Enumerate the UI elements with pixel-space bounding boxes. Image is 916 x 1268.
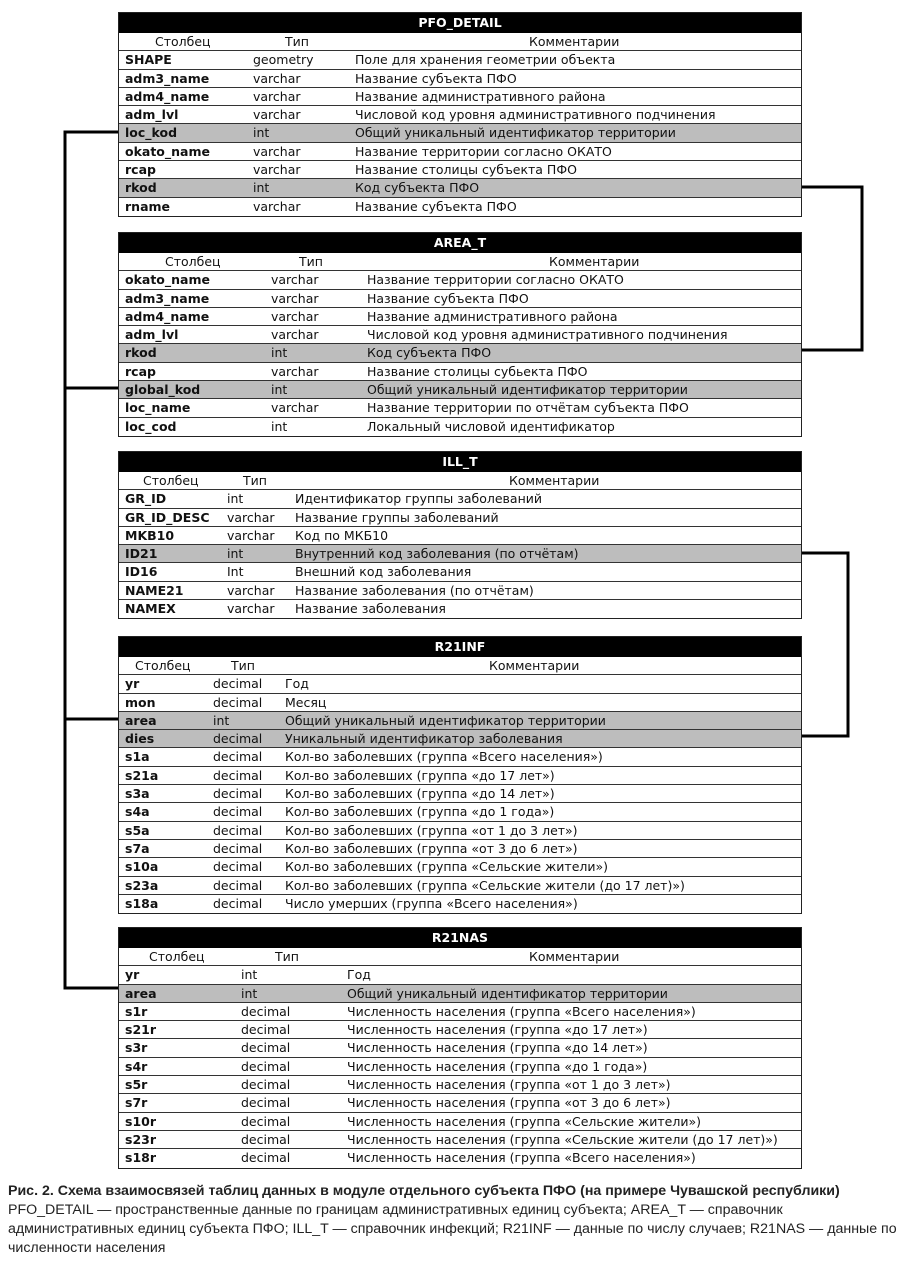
cell-comment: Общий уникальный идентификатор территории: [347, 985, 668, 1001]
cell-type: int: [241, 967, 258, 983]
cell-type: decimal: [213, 859, 263, 875]
cell-comment: Численность населения (группа «Сельские жители (до 17 лет)»): [347, 1131, 778, 1147]
cell-comment: Название заболевания (по отчётам): [295, 582, 534, 598]
cell-type: varchar: [271, 363, 319, 379]
cell-type: decimal: [213, 676, 263, 692]
cell-type: decimal: [213, 694, 263, 710]
cell-comment: Уникальный идентификатор заболевания: [285, 731, 563, 747]
column-header-comment: Комментарии: [549, 254, 640, 269]
cell-type: geometry: [253, 52, 314, 68]
cell-type: decimal: [241, 1022, 291, 1038]
cell-type: decimal: [241, 1095, 291, 1111]
cell-type: decimal: [213, 767, 263, 783]
cell-name: ID21: [125, 546, 158, 562]
cell-name: adm3_name: [125, 70, 210, 86]
cell-comment: Кол-во заболевших (группа «до 14 лет»): [285, 786, 555, 802]
cell-comment: Внешний код заболевания: [295, 564, 472, 580]
cell-name: s23a: [125, 877, 159, 893]
cell-comment: Общий уникальный идентификатор территории: [355, 125, 676, 141]
cell-name: area: [125, 985, 157, 1001]
cell-comment: Численность населения (группа «до 17 лет»): [347, 1022, 648, 1038]
cell-type: Int: [227, 564, 244, 580]
cell-name: yr: [125, 967, 140, 983]
cell-comment: Название территории по отчётам субъекта ПФО: [367, 400, 689, 416]
cell-comment: Кол-во заболевших (группа «от 1 до 3 лет»): [285, 822, 578, 838]
cell-type: varchar: [271, 327, 319, 343]
cell-type: varchar: [227, 601, 275, 617]
cell-type: int: [253, 125, 270, 141]
cell-comment: Год: [347, 967, 371, 983]
cell-type: decimal: [241, 1077, 291, 1093]
cell-name: loc_name: [125, 400, 191, 416]
link-id21-dies: [802, 553, 848, 736]
cell-type: decimal: [241, 1131, 291, 1147]
cell-type: int: [213, 712, 230, 728]
cell-name: GR_ID_DESC: [125, 509, 210, 525]
cell-comment: Численность населения (группа «Сельские жители»): [347, 1113, 701, 1129]
cell-name: s3a: [125, 786, 150, 802]
cell-type: decimal: [213, 786, 263, 802]
cell-name: rname: [125, 198, 171, 214]
column-header-type: Тип: [231, 658, 255, 673]
cell-comment: Общий уникальный идентификатор территории: [285, 712, 606, 728]
cell-comment: Название заболевания: [295, 601, 446, 617]
cell-type: int: [241, 985, 258, 1001]
cell-name: s4r: [125, 1058, 148, 1074]
cell-name: okato_name: [125, 143, 210, 159]
cell-comment: Численность населения (группа «до 14 лет»): [347, 1040, 648, 1056]
cell-comment: Название территории согласно ОКАТО: [367, 272, 624, 288]
cell-name: NAME21: [125, 582, 184, 598]
cell-type: decimal: [213, 731, 263, 747]
cell-type: varchar: [271, 400, 319, 416]
cell-name: NAMEX: [125, 601, 176, 617]
cell-type: decimal: [241, 1058, 291, 1074]
cell-name: rkod: [125, 345, 157, 361]
cell-comment: Код субъекта ПФО: [355, 180, 480, 196]
cell-type: decimal: [213, 840, 263, 856]
cell-name: ID16: [125, 564, 158, 580]
cell-type: varchar: [271, 308, 319, 324]
cell-name: MKB10: [125, 527, 175, 543]
cell-name: s7r: [125, 1095, 148, 1111]
column-header-comment: Комментарии: [509, 473, 600, 488]
cell-name: yr: [125, 676, 140, 692]
cell-type: varchar: [227, 527, 275, 543]
cell-comment: Название группы заболеваний: [295, 509, 499, 525]
cell-name: global_kod: [125, 382, 201, 398]
cell-name: adm4_name: [125, 88, 210, 104]
table-title: PFO_DETAIL: [119, 13, 801, 33]
column-header-name: Столбец: [135, 658, 191, 673]
cell-comment: Год: [285, 676, 309, 692]
cell-type: decimal: [241, 1150, 291, 1166]
cell-name: adm_lvl: [125, 107, 179, 123]
cell-name: s10r: [125, 1113, 156, 1129]
table-title: ILL_T: [119, 452, 801, 472]
cell-type: decimal: [213, 749, 263, 765]
cell-type: varchar: [253, 88, 301, 104]
cell-name: s18r: [125, 1150, 156, 1166]
cell-name: s4a: [125, 804, 150, 820]
cell-name: adm_lvl: [125, 327, 179, 343]
cell-name: adm4_name: [125, 308, 210, 324]
table-title: AREA_T: [119, 233, 801, 253]
cell-name: s1a: [125, 749, 150, 765]
cell-name: s10a: [125, 859, 159, 875]
cell-comment: Название столицы субъекта ПФО: [355, 162, 577, 178]
cell-name: s1r: [125, 1003, 148, 1019]
cell-comment: Название административного района: [367, 308, 618, 324]
cell-type: int: [227, 546, 244, 562]
cell-type: int: [227, 491, 244, 507]
column-header-name: Столбец: [149, 949, 205, 964]
cell-type: varchar: [253, 143, 301, 159]
cell-name: s5r: [125, 1077, 148, 1093]
cell-comment: Общий уникальный идентификатор территории: [367, 382, 688, 398]
cell-type: decimal: [241, 1040, 291, 1056]
link-rkod: [802, 187, 862, 350]
cell-name: s5a: [125, 822, 150, 838]
cell-type: decimal: [241, 1003, 291, 1019]
cell-comment: Название субъекта ПФО: [367, 290, 529, 306]
cell-name: okato_name: [125, 272, 210, 288]
column-header-name: Столбец: [143, 473, 199, 488]
cell-comment: Численность населения (группа «Всего населения»): [347, 1150, 696, 1166]
cell-comment: Численность населения (группа «до 1 года»): [347, 1058, 648, 1074]
figure-caption: [8, 1182, 910, 1258]
cell-type: varchar: [253, 70, 301, 86]
cell-comment: Название территории согласно ОКАТО: [355, 143, 612, 159]
cell-comment: Внутренний код заболевания (по отчётам): [295, 546, 579, 562]
cell-comment: Числовой код уровня административного подчинения: [367, 327, 728, 343]
cell-type: decimal: [213, 877, 263, 893]
column-header-type: Тип: [243, 473, 267, 488]
cell-comment: Численность населения (группа «Всего населения»): [347, 1003, 696, 1019]
cell-comment: Кол-во заболевших (группа «до 17 лет»): [285, 767, 555, 783]
cell-name: dies: [125, 731, 155, 747]
cell-name: rkod: [125, 180, 157, 196]
cell-name: loc_cod: [125, 418, 177, 434]
cell-name: rcap: [125, 363, 156, 379]
cell-comment: Название субъекта ПФО: [355, 198, 517, 214]
column-header-name: Столбец: [155, 34, 211, 49]
caption-body: PFO_DETAIL — пространственные данные по границам административных единиц субъекта; AREA_T — справочник административных единиц субъекта ПФО; ILL_T — справочник инфекций; R21INF — данные по числу случаев; R21NAS — данные по численности населения: [8, 1202, 897, 1256]
cell-comment: Кол-во заболевших (группа «от 3 до 6 лет»): [285, 840, 578, 856]
cell-name: s21r: [125, 1022, 156, 1038]
column-header-comment: Комментарии: [529, 34, 620, 49]
cell-name: rcap: [125, 162, 156, 178]
cell-name: s3r: [125, 1040, 148, 1056]
cell-comment: Кол-во заболевших (группа «до 1 года»): [285, 804, 555, 820]
cell-name: adm3_name: [125, 290, 210, 306]
cell-name: s23r: [125, 1131, 156, 1147]
cell-type: decimal: [213, 822, 263, 838]
cell-type: int: [253, 180, 270, 196]
cell-name: loc_kod: [125, 125, 178, 141]
cell-name: s7a: [125, 840, 150, 856]
column-header-type: Тип: [275, 949, 299, 964]
cell-name: GR_ID: [125, 491, 167, 507]
cell-comment: Числовой код уровня административного подчинения: [355, 107, 716, 123]
cell-comment: Код субъекта ПФО: [367, 345, 492, 361]
cell-name: area: [125, 712, 157, 728]
cell-type: varchar: [271, 272, 319, 288]
cell-comment: Численность населения (группа «от 1 до 3 лет»): [347, 1077, 671, 1093]
table-title: R21NAS: [119, 928, 801, 948]
cell-comment: Поле для хранения геометрии объекта: [355, 52, 616, 68]
cell-type: int: [271, 418, 288, 434]
cell-type: decimal: [213, 804, 263, 820]
cell-comment: Число умерших (группа «Всего населения»): [285, 895, 578, 911]
cell-comment: Идентификатор группы заболеваний: [295, 491, 542, 507]
cell-type: varchar: [253, 198, 301, 214]
column-header-name: Столбец: [165, 254, 221, 269]
cell-type: int: [271, 382, 288, 398]
column-header-type: Тип: [285, 34, 309, 49]
cell-type: varchar: [227, 509, 275, 525]
caption-title: Рис. 2. Схема взаимосвязей таблиц данных в модуле отдельного субъекта ПФО (на примере Чувашской республики): [8, 1183, 840, 1199]
cell-comment: Месяц: [285, 694, 327, 710]
cell-comment: Название столицы субьекта ПФО: [367, 363, 588, 379]
cell-type: decimal: [213, 895, 263, 911]
cell-type: int: [271, 345, 288, 361]
cell-name: s21a: [125, 767, 159, 783]
cell-name: s18a: [125, 895, 159, 911]
cell-comment: Локальный числовой идентификатор: [367, 418, 615, 434]
column-header-comment: Комментарии: [529, 949, 620, 964]
column-header-comment: Комментарии: [489, 658, 580, 673]
cell-name: mon: [125, 694, 156, 710]
cell-comment: Кол-во заболевших (группа «Всего населения»): [285, 749, 603, 765]
cell-comment: Численность населения (группа «от 3 до 6 лет»): [347, 1095, 671, 1111]
cell-type: varchar: [253, 107, 301, 123]
link-loc-kod-global-kod-area: [65, 132, 118, 988]
cell-comment: Название административного района: [355, 88, 606, 104]
cell-name: SHAPE: [125, 52, 172, 68]
cell-type: decimal: [241, 1113, 291, 1129]
cell-comment: Код по МКБ10: [295, 527, 389, 543]
cell-comment: Кол-во заболевших (группа «Сельские жители (до 17 лет)»): [285, 877, 685, 893]
cell-comment: Название субъекта ПФО: [355, 70, 517, 86]
table-title: R21INF: [119, 637, 801, 657]
cell-type: varchar: [271, 290, 319, 306]
cell-type: varchar: [253, 162, 301, 178]
column-header-type: Тип: [299, 254, 323, 269]
cell-comment: Кол-во заболевших (группа «Сельские жители»): [285, 859, 609, 875]
cell-type: varchar: [227, 582, 275, 598]
